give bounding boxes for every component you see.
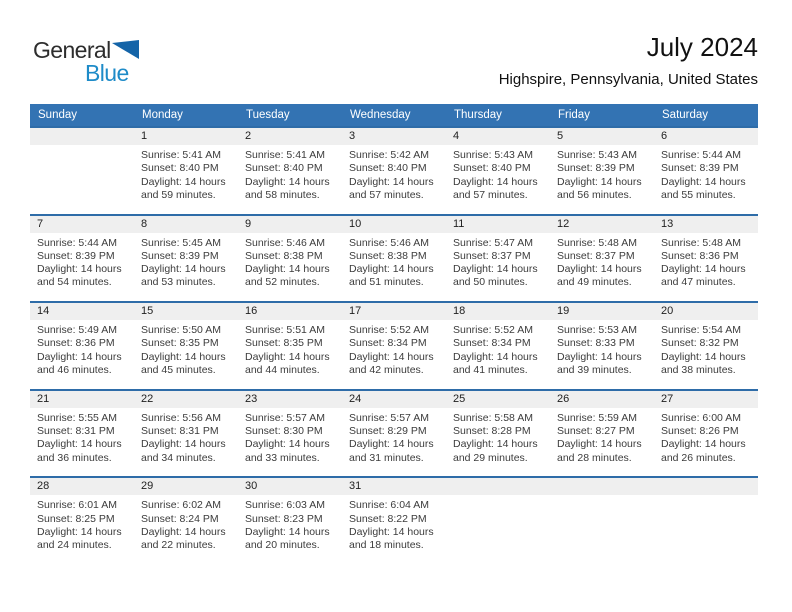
day-cell-3	[342, 128, 446, 214]
day-info	[550, 320, 654, 377]
day-number: 7	[37, 217, 44, 230]
daylight-text-line1: Daylight: 14 hours	[453, 350, 538, 363]
date-band	[134, 478, 238, 495]
sunrise-text: Sunrise: 5:48 AM	[557, 236, 637, 249]
daylight-text-line1: Daylight: 14 hours	[661, 350, 746, 363]
daylight-text-line2: and 18 minutes.	[349, 539, 424, 552]
daylight-text-line1: Daylight: 14 hours	[141, 175, 226, 188]
date-band	[134, 216, 238, 233]
daylight-text-line2: and 31 minutes.	[349, 451, 424, 464]
week-row-4	[30, 389, 758, 477]
day-number: 4	[453, 130, 460, 142]
sunset-text: Sunset: 8:29 PM	[349, 425, 427, 438]
daylight-text-line1: Daylight: 14 hours	[349, 350, 434, 363]
daylight-text-line2: and 49 minutes.	[557, 276, 632, 289]
weekday-header-saturday: Saturday	[662, 109, 709, 121]
sunset-text: Sunset: 8:31 PM	[141, 425, 219, 438]
sunrise-text: Sunrise: 5:57 AM	[349, 411, 429, 424]
daylight-text-line2: and 47 minutes.	[661, 276, 736, 289]
date-band	[342, 128, 446, 145]
calendar-weeks	[30, 126, 758, 564]
daylight-text-line1: Daylight: 14 hours	[349, 175, 434, 188]
sunset-text: Sunset: 8:26 PM	[661, 425, 739, 438]
sunset-text: Sunset: 8:22 PM	[349, 512, 427, 525]
day-info	[446, 495, 550, 499]
day-info	[342, 408, 446, 465]
sunset-text: Sunset: 8:35 PM	[141, 337, 219, 350]
day-number: 3	[349, 130, 356, 142]
day-number: 27	[661, 392, 674, 405]
date-band	[30, 303, 134, 320]
daylight-text-line2: and 33 minutes.	[245, 451, 320, 464]
sunrise-text: Sunrise: 5:46 AM	[349, 236, 429, 249]
day-number: 28	[37, 480, 50, 493]
day-cell	[654, 478, 758, 564]
date-band	[238, 391, 342, 408]
date-band	[342, 478, 446, 495]
sunset-text: Sunset: 8:28 PM	[453, 425, 531, 438]
day-info	[238, 320, 342, 377]
week-row-3	[30, 301, 758, 389]
day-cell-26	[550, 391, 654, 477]
weekday-header-friday: Friday	[558, 109, 590, 121]
sunrise-text: Sunrise: 5:53 AM	[557, 324, 637, 337]
day-info	[550, 145, 654, 202]
calendar-table	[30, 104, 758, 564]
day-cell-6	[654, 128, 758, 214]
day-cell-15	[134, 303, 238, 389]
day-cell-1	[134, 128, 238, 214]
sunset-text: Sunset: 8:34 PM	[453, 337, 531, 350]
daylight-text-line1: Daylight: 14 hours	[557, 438, 642, 451]
sunrise-text: Sunrise: 5:44 AM	[37, 236, 117, 249]
weekday-header-row	[30, 104, 758, 126]
day-cell-10	[342, 216, 446, 302]
week-row-5	[30, 476, 758, 564]
day-info	[446, 233, 550, 290]
daylight-text-line1: Daylight: 14 hours	[349, 263, 434, 276]
sunrise-text: Sunrise: 6:03 AM	[245, 499, 325, 512]
sunrise-text: Sunrise: 5:43 AM	[557, 149, 637, 161]
date-band	[550, 478, 654, 495]
day-number: 29	[141, 480, 154, 493]
date-band	[134, 391, 238, 408]
sunrise-text: Sunrise: 5:56 AM	[141, 411, 221, 424]
sunrise-text: Sunrise: 5:43 AM	[453, 149, 533, 161]
day-cell-13	[654, 216, 758, 302]
daylight-text-line1: Daylight: 14 hours	[37, 263, 122, 276]
day-number: 30	[245, 480, 258, 493]
daylight-text-line2: and 57 minutes.	[453, 188, 528, 201]
day-number: 12	[557, 217, 570, 230]
daylight-text-line2: and 29 minutes.	[453, 451, 528, 464]
date-band	[446, 391, 550, 408]
day-number: 25	[453, 392, 466, 405]
daylight-text-line2: and 54 minutes.	[37, 276, 112, 289]
date-band	[30, 128, 134, 145]
day-cell-14	[30, 303, 134, 389]
date-band	[342, 391, 446, 408]
daylight-text-line1: Daylight: 14 hours	[141, 438, 226, 451]
daylight-text-line1: Daylight: 14 hours	[453, 438, 538, 451]
sunset-text: Sunset: 8:34 PM	[349, 337, 427, 350]
day-number: 21	[37, 392, 50, 405]
sunset-text: Sunset: 8:24 PM	[141, 512, 219, 525]
day-number: 8	[141, 217, 148, 230]
day-info	[654, 320, 758, 377]
day-cell-17	[342, 303, 446, 389]
day-info	[30, 233, 134, 290]
day-cell	[446, 478, 550, 564]
sunset-text: Sunset: 8:36 PM	[661, 249, 739, 262]
day-cell-8	[134, 216, 238, 302]
day-cell-20	[654, 303, 758, 389]
sunrise-text: Sunrise: 5:41 AM	[245, 149, 325, 161]
day-info	[654, 145, 758, 202]
daylight-text-line1: Daylight: 14 hours	[37, 350, 122, 363]
sunrise-text: Sunrise: 5:46 AM	[245, 236, 325, 249]
day-cell-25	[446, 391, 550, 477]
day-number: 11	[453, 217, 465, 230]
day-cell-9	[238, 216, 342, 302]
daylight-text-line2: and 51 minutes.	[349, 276, 424, 289]
daylight-text-line2: and 57 minutes.	[349, 188, 424, 201]
sunset-text: Sunset: 8:38 PM	[245, 249, 323, 262]
day-info	[30, 320, 134, 377]
daylight-text-line1: Daylight: 14 hours	[141, 350, 226, 363]
day-info	[550, 408, 654, 465]
day-number: 20	[661, 305, 674, 318]
day-number: 6	[661, 130, 668, 142]
day-number: 17	[349, 305, 362, 318]
daylight-text-line1: Daylight: 14 hours	[453, 175, 538, 188]
daylight-text-line1: Daylight: 14 hours	[245, 350, 330, 363]
date-band	[446, 216, 550, 233]
week-row-1	[30, 126, 758, 214]
daylight-text-line1: Daylight: 14 hours	[349, 438, 434, 451]
day-info	[134, 233, 238, 290]
sunset-text: Sunset: 8:39 PM	[141, 249, 219, 262]
daylight-text-line2: and 39 minutes.	[557, 364, 632, 377]
date-band	[654, 303, 758, 320]
daylight-text-line2: and 20 minutes.	[245, 539, 320, 552]
sunrise-text: Sunrise: 5:41 AM	[141, 149, 221, 161]
day-info	[134, 320, 238, 377]
day-info	[550, 233, 654, 290]
day-info	[238, 495, 342, 552]
date-band	[654, 478, 758, 495]
daylight-text-line2: and 41 minutes.	[453, 364, 528, 377]
date-band	[446, 128, 550, 145]
week-row-2	[30, 214, 758, 302]
day-number: 16	[245, 305, 258, 318]
day-number: 31	[349, 480, 362, 493]
sunrise-text: Sunrise: 5:55 AM	[37, 411, 117, 424]
sunset-text: Sunset: 8:30 PM	[245, 425, 323, 438]
date-band	[30, 216, 134, 233]
daylight-text-line2: and 22 minutes.	[141, 539, 216, 552]
date-band	[342, 216, 446, 233]
daylight-text-line1: Daylight: 14 hours	[245, 438, 330, 451]
sunset-text: Sunset: 8:37 PM	[557, 249, 635, 262]
daylight-text-line1: Daylight: 14 hours	[141, 263, 226, 276]
daylight-text-line1: Daylight: 14 hours	[245, 175, 330, 188]
day-cell-31	[342, 478, 446, 564]
daylight-text-line2: and 46 minutes.	[37, 364, 112, 377]
day-info	[342, 145, 446, 202]
daylight-text-line2: and 53 minutes.	[141, 276, 216, 289]
date-band	[238, 216, 342, 233]
sunset-text: Sunset: 8:37 PM	[453, 249, 531, 262]
daylight-text-line2: and 28 minutes.	[557, 451, 632, 464]
daylight-text-line2: and 56 minutes.	[557, 188, 632, 201]
day-info	[238, 233, 342, 290]
date-band	[238, 128, 342, 145]
day-info	[30, 145, 134, 149]
date-band	[134, 128, 238, 145]
sunrise-text: Sunrise: 5:45 AM	[141, 236, 221, 249]
sunrise-text: Sunrise: 6:02 AM	[141, 499, 221, 512]
day-info	[654, 233, 758, 290]
weekday-header-wednesday: Wednesday	[350, 109, 411, 121]
day-number: 18	[453, 305, 466, 318]
day-info	[134, 145, 238, 202]
day-cell	[30, 128, 134, 214]
day-info	[134, 408, 238, 465]
day-info	[238, 145, 342, 202]
day-cell	[550, 478, 654, 564]
date-band	[550, 303, 654, 320]
day-number: 24	[349, 392, 362, 405]
logo-text-general: General	[33, 37, 111, 63]
day-cell-21	[30, 391, 134, 477]
daylight-text-line2: and 55 minutes.	[661, 188, 736, 201]
day-info	[654, 408, 758, 465]
daylight-text-line2: and 44 minutes.	[245, 364, 320, 377]
daylight-text-line1: Daylight: 14 hours	[453, 263, 538, 276]
logo-text-blue: Blue	[85, 60, 129, 86]
date-band	[30, 391, 134, 408]
day-cell-24	[342, 391, 446, 477]
daylight-text-line2: and 34 minutes.	[141, 451, 216, 464]
date-band	[654, 391, 758, 408]
sunrise-text: Sunrise: 5:48 AM	[661, 236, 741, 249]
sunset-text: Sunset: 8:33 PM	[557, 337, 635, 350]
day-info	[342, 495, 446, 552]
day-info	[342, 233, 446, 290]
daylight-text-line2: and 45 minutes.	[141, 364, 216, 377]
sunrise-text: Sunrise: 5:49 AM	[37, 324, 117, 337]
day-info	[134, 495, 238, 552]
sunrise-text: Sunrise: 5:52 AM	[453, 324, 533, 337]
daylight-text-line2: and 38 minutes.	[661, 364, 736, 377]
day-cell-4	[446, 128, 550, 214]
sunset-text: Sunset: 8:39 PM	[661, 162, 739, 175]
day-cell-16	[238, 303, 342, 389]
daylight-text-line1: Daylight: 14 hours	[557, 175, 642, 188]
weekday-header-sunday: Sunday	[38, 109, 78, 121]
sunset-text: Sunset: 8:38 PM	[349, 249, 427, 262]
general-blue-logo	[33, 38, 163, 84]
daylight-text-line2: and 52 minutes.	[245, 276, 320, 289]
sunset-text: Sunset: 8:27 PM	[557, 425, 635, 438]
day-cell-12	[550, 216, 654, 302]
day-number: 19	[557, 305, 570, 318]
weekday-header-thursday: Thursday	[454, 109, 502, 121]
date-band	[342, 303, 446, 320]
sunrise-text: Sunrise: 5:50 AM	[141, 324, 221, 337]
day-cell-2	[238, 128, 342, 214]
day-info	[30, 408, 134, 465]
daylight-text-line1: Daylight: 14 hours	[245, 263, 330, 276]
date-band	[654, 216, 758, 233]
sunrise-text: Sunrise: 5:52 AM	[349, 324, 429, 337]
day-number: 10	[349, 217, 362, 230]
day-cell-30	[238, 478, 342, 564]
day-info	[550, 495, 654, 499]
date-band	[238, 478, 342, 495]
day-number: 13	[661, 217, 674, 230]
date-band	[30, 478, 134, 495]
day-number: 26	[557, 392, 570, 405]
day-cell-5	[550, 128, 654, 214]
day-info	[342, 320, 446, 377]
daylight-text-line2: and 26 minutes.	[661, 451, 736, 464]
sunset-text: Sunset: 8:40 PM	[453, 162, 531, 175]
calendar-location-subtitle: Highspire, Pennsylvania, United States	[498, 71, 758, 88]
day-cell-23	[238, 391, 342, 477]
daylight-text-line2: and 42 minutes.	[349, 364, 424, 377]
daylight-text-line2: and 36 minutes.	[37, 451, 112, 464]
day-cell-28	[30, 478, 134, 564]
day-info	[654, 495, 758, 499]
daylight-text-line1: Daylight: 14 hours	[349, 525, 434, 538]
daylight-text-line1: Daylight: 14 hours	[557, 350, 642, 363]
sunset-text: Sunset: 8:36 PM	[37, 337, 115, 350]
day-number: 14	[37, 305, 50, 318]
day-number: 22	[141, 392, 154, 405]
daylight-text-line1: Daylight: 14 hours	[37, 525, 122, 538]
day-info	[446, 320, 550, 377]
daylight-text-line2: and 58 minutes.	[245, 188, 320, 201]
date-band	[550, 216, 654, 233]
sunrise-text: Sunrise: 6:04 AM	[349, 499, 429, 512]
sunset-text: Sunset: 8:39 PM	[37, 249, 115, 262]
day-info	[30, 495, 134, 552]
day-info	[446, 408, 550, 465]
day-number: 5	[557, 130, 564, 142]
sunrise-text: Sunrise: 5:59 AM	[557, 411, 637, 424]
sunrise-text: Sunrise: 5:44 AM	[661, 149, 741, 161]
sunrise-text: Sunrise: 5:42 AM	[349, 149, 429, 161]
daylight-text-line2: and 24 minutes.	[37, 539, 112, 552]
daylight-text-line1: Daylight: 14 hours	[557, 263, 642, 276]
day-cell-19	[550, 303, 654, 389]
sunrise-text: Sunrise: 5:47 AM	[453, 236, 533, 249]
sunset-text: Sunset: 8:40 PM	[245, 162, 323, 175]
day-cell-7	[30, 216, 134, 302]
daylight-text-line1: Daylight: 14 hours	[661, 438, 746, 451]
date-band	[550, 128, 654, 145]
day-info	[446, 145, 550, 202]
sunset-text: Sunset: 8:23 PM	[245, 512, 323, 525]
weekday-header-monday: Monday	[142, 109, 183, 121]
sunset-text: Sunset: 8:31 PM	[37, 425, 115, 438]
sunset-text: Sunset: 8:40 PM	[349, 162, 427, 175]
daylight-text-line2: and 59 minutes.	[141, 188, 216, 201]
date-band	[238, 303, 342, 320]
day-number: 9	[245, 217, 252, 230]
daylight-text-line1: Daylight: 14 hours	[661, 175, 746, 188]
day-number: 15	[141, 305, 154, 318]
sunset-text: Sunset: 8:35 PM	[245, 337, 323, 350]
date-band	[134, 303, 238, 320]
day-number: 1	[141, 130, 148, 142]
sunset-text: Sunset: 8:25 PM	[37, 512, 115, 525]
day-cell-22	[134, 391, 238, 477]
day-cell-27	[654, 391, 758, 477]
sunset-text: Sunset: 8:39 PM	[557, 162, 635, 175]
calendar-month-title: July 2024	[646, 32, 758, 62]
day-cell-11	[446, 216, 550, 302]
sunrise-text: Sunrise: 6:01 AM	[37, 499, 117, 512]
sunrise-text: Sunrise: 5:54 AM	[661, 324, 741, 337]
day-cell-18	[446, 303, 550, 389]
sunrise-text: Sunrise: 5:57 AM	[245, 411, 325, 424]
day-info	[238, 408, 342, 465]
daylight-text-line1: Daylight: 14 hours	[245, 525, 330, 538]
sunrise-text: Sunrise: 5:58 AM	[453, 411, 533, 424]
daylight-text-line1: Daylight: 14 hours	[661, 263, 746, 276]
sunset-text: Sunset: 8:32 PM	[661, 337, 739, 350]
sunset-text: Sunset: 8:40 PM	[141, 162, 219, 175]
date-band	[654, 128, 758, 145]
sunrise-text: Sunrise: 6:00 AM	[661, 411, 741, 424]
sunrise-text: Sunrise: 5:51 AM	[245, 324, 325, 337]
date-band	[446, 478, 550, 495]
weekday-header-tuesday: Tuesday	[246, 109, 290, 121]
date-band	[446, 303, 550, 320]
daylight-text-line1: Daylight: 14 hours	[141, 525, 226, 538]
day-cell-29	[134, 478, 238, 564]
daylight-text-line1: Daylight: 14 hours	[37, 438, 122, 451]
daylight-text-line2: and 50 minutes.	[453, 276, 528, 289]
day-number: 2	[245, 130, 252, 142]
date-band	[550, 391, 654, 408]
day-number: 23	[245, 392, 258, 405]
